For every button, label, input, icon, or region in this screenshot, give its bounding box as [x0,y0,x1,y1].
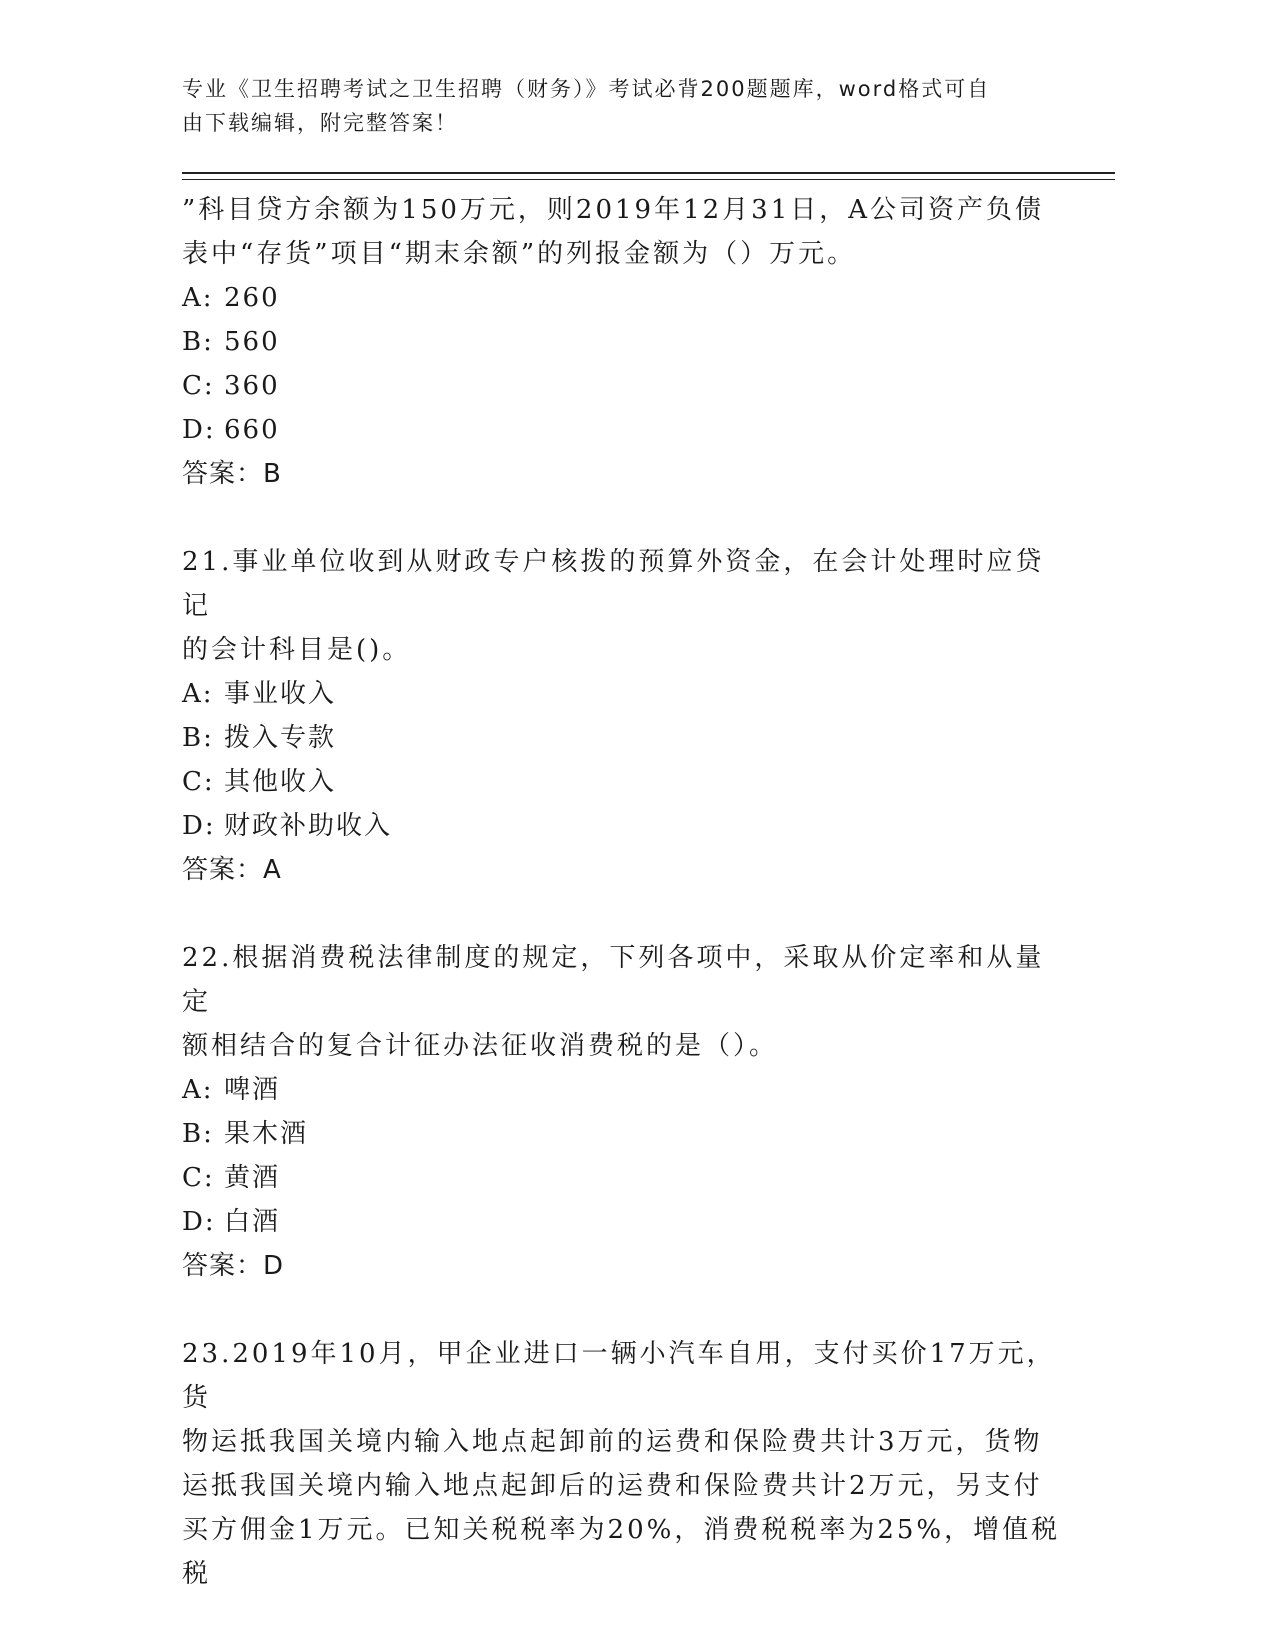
option-letter: A: [182,283,214,313]
question-stem-line: 运抵我国关境内输入地点起卸后的运费和保险费共计2万元，另支付 [182,1471,1043,1501]
header-line-1: 专业《卫生招聘考试之卫生招聘（财务）》考试必背200题题库，word格式可自 [182,77,991,101]
option-a [182,672,1062,716]
option-letter: B: [182,1119,214,1149]
option-text: 拨入专款 [224,723,337,753]
option-letter: B: [182,327,214,357]
question-stem-line: 22.根据消费税法律制度的规定，下列各项中，采取从价定率和从量定 [182,943,1045,1017]
question-block [182,540,1062,892]
option-text: 事业收入 [224,679,337,709]
answer-line: 答案：D [182,1251,285,1281]
option-b [182,716,1062,760]
option-c [182,760,1062,804]
option-letter: D: [182,415,216,445]
document-header [182,72,1042,140]
option-a [182,1068,1062,1112]
option-text: 财政补助收入 [224,811,393,841]
option-b [182,320,1062,364]
question-stem-line: 21.事业单位收到从财政专户核拨的预算外资金，在会计处理时应贷记 [182,547,1045,621]
header-line-2: 由下载编辑，附完整答案！ [182,111,458,135]
option-text: 其他收入 [224,767,337,797]
option-d [182,1200,1062,1244]
question-stem-line: 表中“存货”项目“期末余额”的列报金额为（）万元。 [182,239,857,269]
question-stem-line: 23.2019年10月，甲企业进口一辆小汽车自用，支付买价17万元，货 [182,1339,1056,1413]
option-a [182,276,1062,320]
option-text: 果木酒 [224,1119,309,1149]
option-text: 白酒 [224,1207,281,1237]
option-letter: C: [182,1163,215,1193]
option-letter: D: [182,811,216,841]
question-list [182,188,1062,1596]
option-text: 660 [224,415,280,445]
option-letter: C: [182,767,215,797]
option-letter: B: [182,723,214,753]
question-stem-line: 物运抵我国关境内输入地点起卸前的运费和保险费共计3万元，货物 [182,1427,1043,1457]
option-b [182,1112,1062,1156]
question-block [182,936,1062,1288]
question-stem-line: 额相结合的复合计征办法征收消费税的是（）。 [182,1031,779,1061]
answer-line: 答案：B [182,459,282,489]
option-text: 黄酒 [224,1163,281,1193]
option-text: 360 [224,371,280,401]
option-letter: C: [182,371,215,401]
answer-line: 答案：A [182,855,282,885]
question-block [182,1332,1062,1596]
option-letter: A: [182,1075,214,1105]
question-stem-line: 的会计科目是()。 [182,635,412,665]
option-c [182,364,1062,408]
option-text: 560 [224,327,280,357]
option-letter: A: [182,679,214,709]
option-letter: D: [182,1207,216,1237]
option-d [182,408,1062,452]
option-text: 260 [224,283,280,313]
question-stem-line: 买方佣金1万元。已知关税税率为20%，消费税税率为25%，增值税税 [182,1515,1061,1589]
header-rule-thick [182,172,1115,174]
question-block [182,188,1062,496]
question-stem-line: ”科目贷方余额为150万元，则2019年12月31日，A公司资产负债 [182,195,1045,225]
option-text: 啤酒 [224,1075,281,1105]
option-c [182,1156,1062,1200]
header-rule-thin [182,179,1115,180]
option-d [182,804,1062,848]
